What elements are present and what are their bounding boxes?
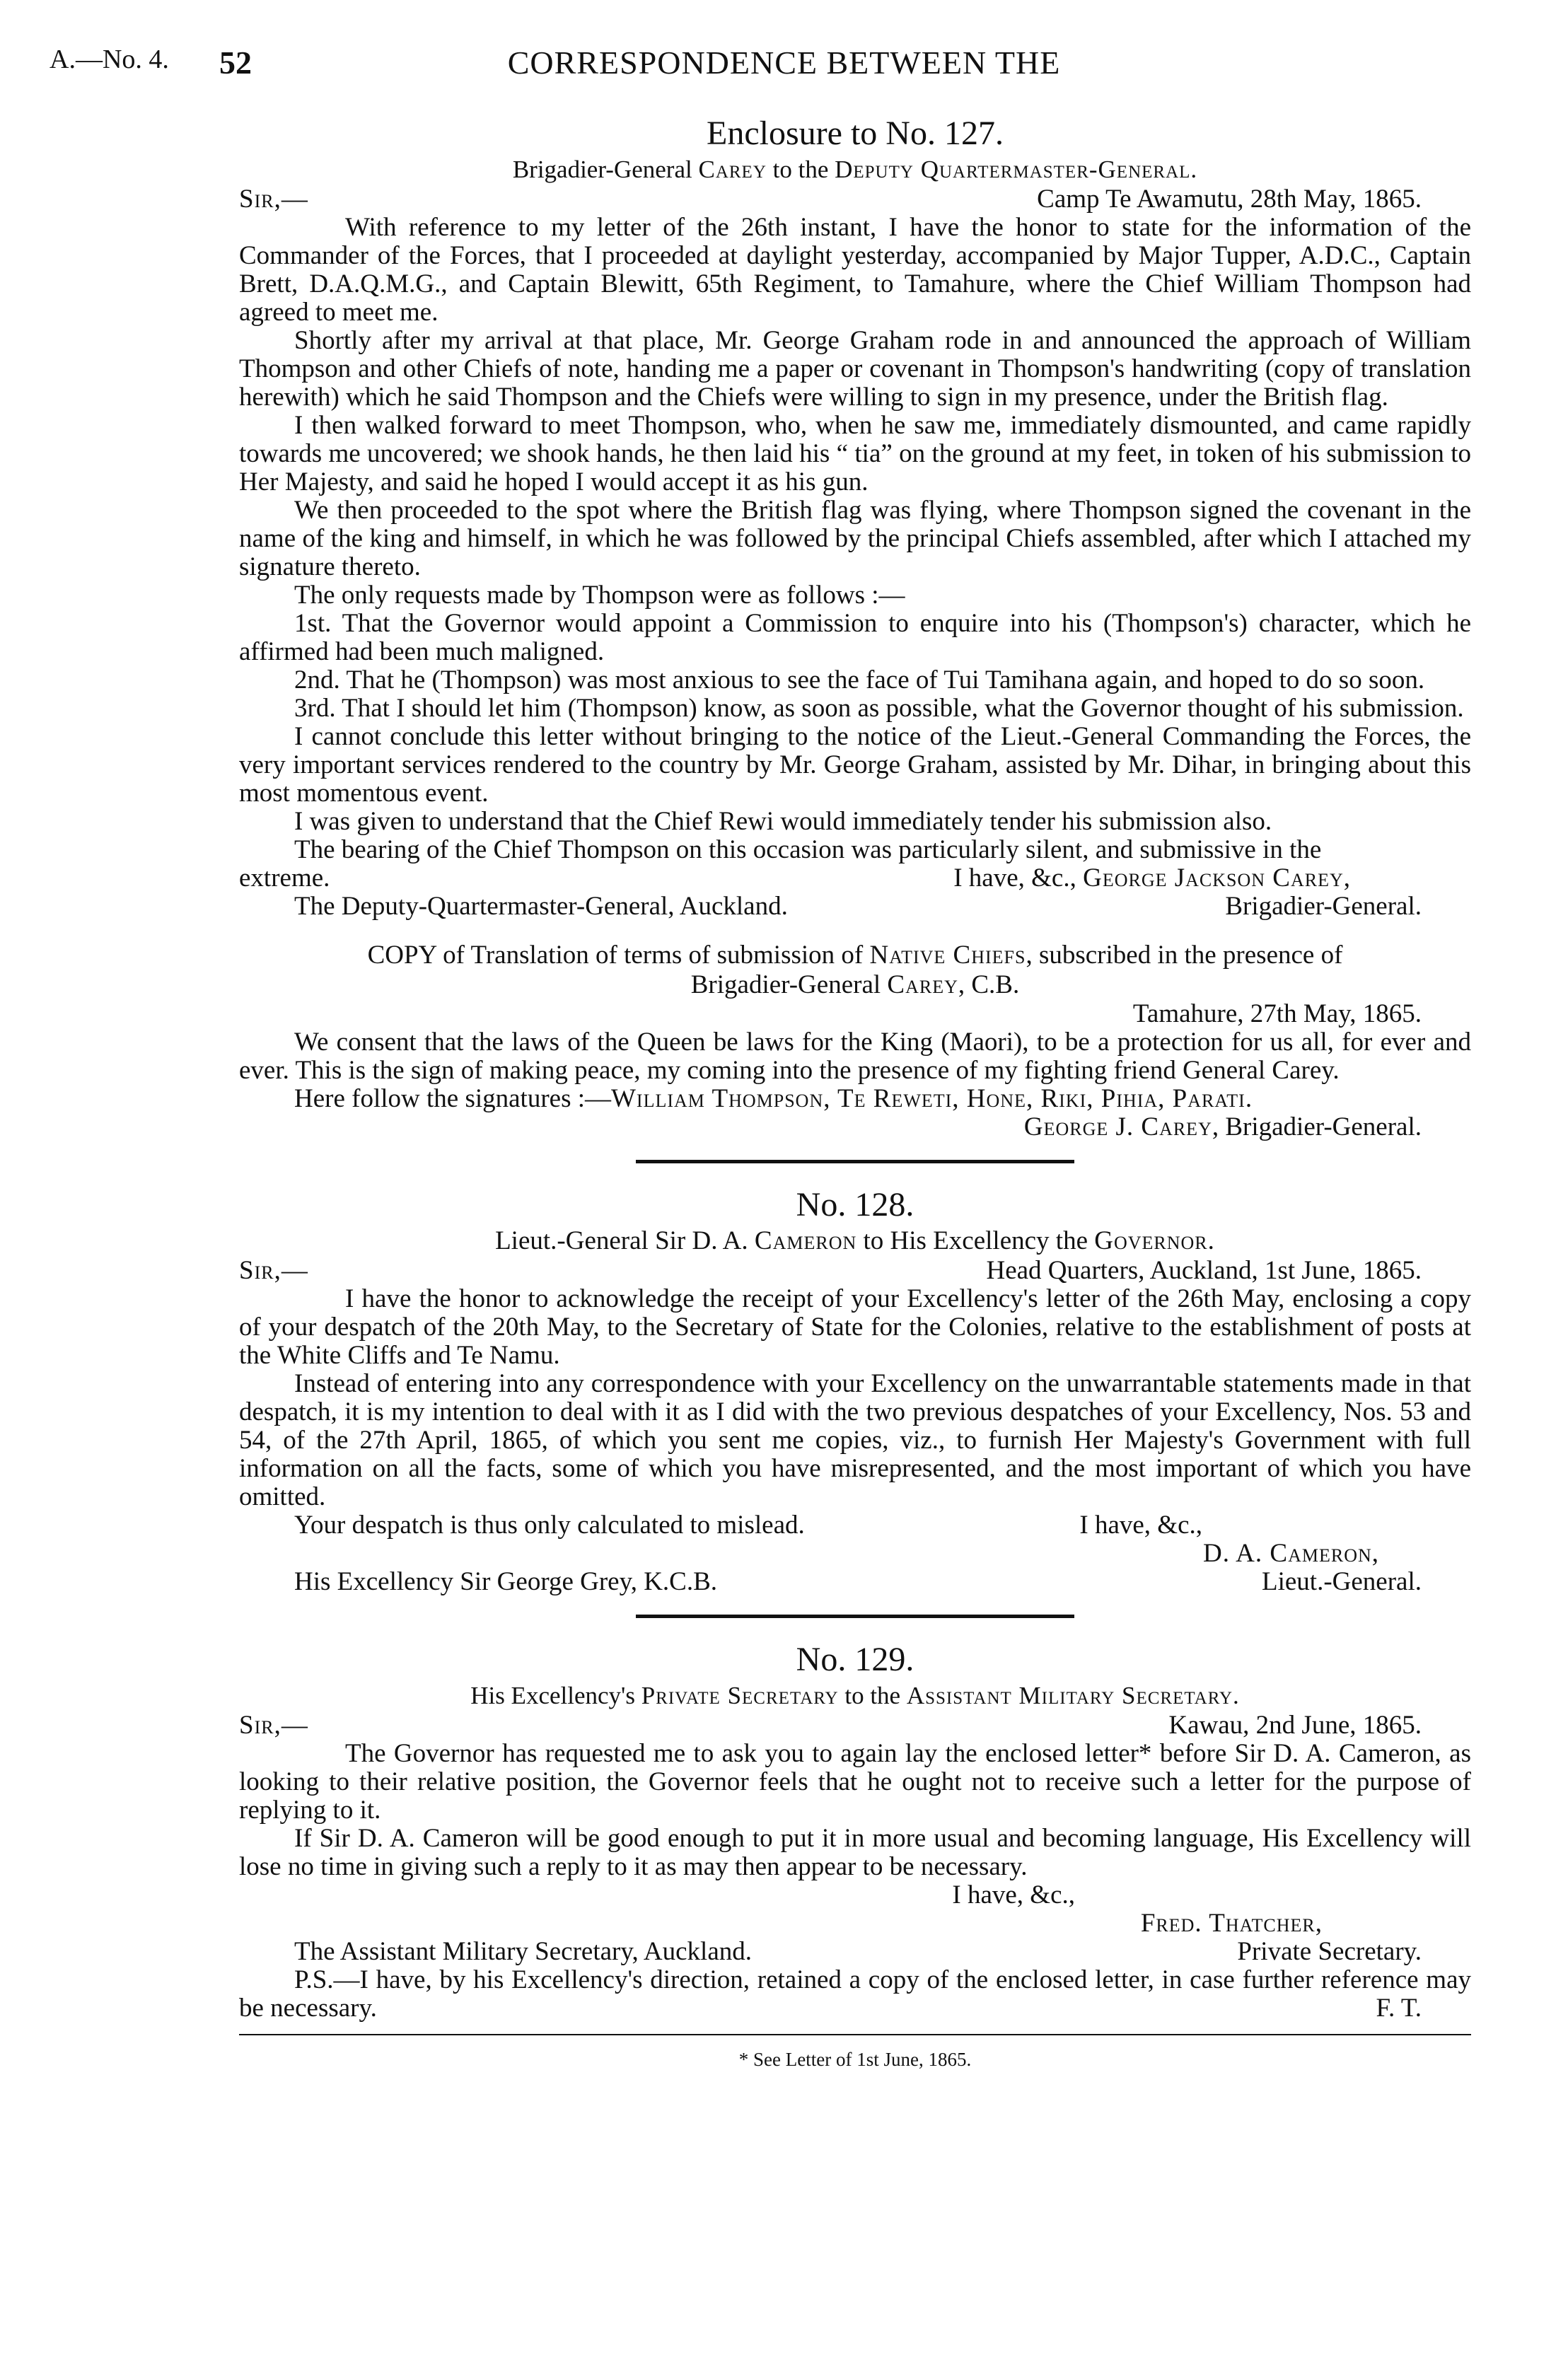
page-header [50,44,1518,93]
closing-block [953,864,1351,892]
addressee: The Assistant Military Secretary, Auckland. [294,1937,753,1966]
paragraph: I cannot conclude this letter without bringing to the notice of the Lieut.-General Commanding the Forces, the very important services rendered to the country by Mr. George Graham, assisted by Mr. Dihar, in bringing about this most momentous event. [239,722,1471,808]
from-text: Lieut.-General Sir D. A. [495,1226,755,1255]
closing-row [239,1511,1471,1540]
salutation-row [239,185,1471,214]
letter-from-to [239,1226,1471,1257]
paragraph: We then proceeded to the spot where the British flag was flying, where Thompson signed the covenant in the name of the king and himself, in which he was followed by the principal Chiefs assembled, after which I attached my signature thereto. [239,496,1471,581]
footnote: * See Letter of 1st June, 1865. [738,2049,972,2070]
to-name: Assistant Military Secretary. [906,1682,1240,1709]
salutation-row [239,1711,1471,1740]
to-name: Governor. [1094,1226,1215,1255]
from-name: Carey [698,156,767,183]
postscript [239,1966,1471,2023]
countersignature [239,1113,1422,1141]
paragraph: 2nd. That he (Thompson) was most anxious to see the face of Tui Tamihana again, and hoped to do so soon. [294,665,1425,694]
from-text: Brigadier-General [512,156,699,183]
countersign-name: George J. Carey [1023,1112,1212,1141]
signer [239,1909,1323,1938]
section-heading: No. 128. [796,1186,914,1223]
place-date: Tamahure, 27th May, 1865. [1132,999,1422,1028]
copy-intro-line2-end: , C.B. [958,970,1020,999]
paragraph: Instead of entering into any correspondence with your Excellency on the unwarrantable statements made in that despatch, it is my intention to deal with it as I did with the two previous despatches of your Excellency, Nos. 53 and 54, of the 27th April, 1865, of which you sent me copies, viz., to furnish Her Majesty's Government with full information on all the facts, some of which you have misrepresented, and the most important of which you have omitted. [239,1369,1471,1511]
paragraph: I then walked forward to meet Thompson, who, when he saw me, immediately dismounted, and came rapidly towards me uncovered; we shook hands, he then laid his “ tia” on the ground at my feet, in token of his submission to Her Majesty, and said he hoped I would accept it as his gun. [239,411,1471,496]
rank: Brigadier-General. [1225,892,1422,921]
paragraph: The bearing of the Chief Thompson on this occasion was particularly silent, and submissive in the [294,835,1322,864]
postscript-initials: F. T. [1376,1994,1422,2023]
section-heading: Enclosure to No. 127. [707,115,1004,152]
to-text: to the [838,1682,907,1709]
paragraph: The only requests made by Thompson were as follows :— [294,581,905,610]
addressee-row [239,892,1471,921]
enclosure-127 [239,113,1471,921]
signatures-line [239,1085,1471,1113]
addressee: His Excellency Sir George Grey, K.C.B. [294,1567,718,1596]
countersign-rank: , Brigadier-General. [1212,1112,1422,1141]
addressee-row [239,1568,1471,1596]
salutation-row [239,1257,1471,1285]
paragraph: Shortly after my arrival at that place, Mr. George Graham rode in and announced the approach of William Thompson and other Chiefs of note, handing me a paper or covenant in Thompson's handwriting (copy of translation herewith) which he said Thompson and the Chiefs were willing to sign in my presence, under the British flag. [239,326,1471,412]
paragraph: The Governor has requested me to ask you to again lay the enclosed letter* before Sir D. A. Cameron, as looking to their relative position, the Governor feels that he ought not to receive such a letter for the purpose of replying to it. [239,1739,1471,1825]
closing-row [239,864,1471,892]
paragraph: If Sir D. A. Cameron will be good enough to put it in more usual and becoming language, His Excellency will lose no time in giving such a reply to it as may then appear to be necessary. [239,1824,1471,1881]
place-date: Head Quarters, Auckland, 1st June, 1865. [986,1256,1422,1285]
paragraph: 3rd. That I should let him (Thompson) know, as soon as possible, what the Governor thought of his submission. [294,694,1464,723]
copy-intro-text: COPY of Translation of terms of submission of [367,941,870,970]
addressee: The Deputy-Quartermaster-General, Auckland. [294,892,788,921]
footnote-rule [239,2034,1471,2035]
last-line: Your despatch is thus only calculated to mislead. [294,1511,805,1540]
paragraph: With reference to my letter of the 26th instant, I have the honor to state for the information of the Commander of the Forces, that I proceeded at daylight yesterday, accompanied by Major Tupper, A.D.C., Captain Brett, D.A.Q.M.G., and Captain Blewitt, 65th Regiment, to Tamahure, where the Chief William Thompson had agreed to meet me. [239,213,1471,327]
signer [239,1540,1379,1568]
paragraph: I have the honor to acknowledge the receipt of your Excellency's letter of the 26th May, enclosing a copy of your despatch of the 20th May, to the Secretary of State for the Colonies, relative to the establishment of posts at the White Cliffs and Te Namu. [239,1284,1471,1370]
letter-128 [239,1185,1471,1596]
page-number: 52 [219,45,252,81]
copy-intro [239,941,1471,1000]
closing: I have, &c., [953,864,1076,892]
from-text: His Excellency's [470,1682,641,1709]
to-name: Deputy Quartermaster-General. [835,156,1198,183]
postscript-text: P.S.—I have, by his Excellency's direction, retained a copy of the enclosed letter, in case further reference may be necessary. [239,1965,1471,2023]
section-divider [636,1615,1074,1618]
rank: Lieut.-General. [1262,1567,1422,1596]
signer-name: D. A. Cameron, [1203,1539,1379,1568]
closing: I have, &c., [952,1880,1075,1909]
letter-from-to [239,1680,1471,1711]
copy-intro-line2: Brigadier-General [690,970,888,999]
rank: Private Secretary. [1237,1937,1422,1966]
paragraph: We consent that the laws of the Queen be laws for the King (Maori), to be a protection for us all, for ever and ever. This is the sign of making peace, my coming into the presence of my fighting friend General Carey. [239,1028,1471,1085]
paragraph: I was given to understand that the Chief Rewi would immediately tender his submission also. [294,807,1272,836]
main-column [239,113,1471,2074]
copy-intro-text-end: , subscribed in the presence of [1026,941,1343,970]
letter-129 [239,1639,1471,2023]
closing: I have, &c., [1079,1511,1202,1540]
section-heading: No. 129. [796,1641,914,1678]
native-chiefs: Native Chiefs [869,941,1026,970]
from-name: Private Secretary [641,1682,839,1709]
signer: George Jackson Carey, [1083,864,1351,892]
signatures-label: Here follow the signatures :— [294,1084,611,1113]
to-text: to the [766,156,835,183]
running-title: CORRESPONDENCE BETWEEN THE [507,45,1061,81]
signatures-names: William Thompson, Te Reweti, Hone, Riki, Pihia, Parati. [611,1084,1253,1113]
salutation: Sir,— [239,1711,308,1740]
letter-from-to [239,154,1471,185]
addressee-row [239,1938,1471,1966]
carey-name: Carey [887,970,958,999]
from-name: Cameron [754,1226,857,1255]
place-date: Kawau, 2nd June, 1865. [1168,1711,1422,1740]
place-date: Camp Te Awamutu, 28th May, 1865. [1037,185,1422,214]
document-reference: A.—No. 4. [50,45,169,74]
paragraph: 1st. That the Governor would appoint a Commission to enquire into his (Thompson's) character, which he affirmed had been much maligned. [239,609,1471,666]
to-text: to His Excellency the [856,1226,1095,1255]
signer-name: Fred. Thatcher, [1140,1909,1323,1938]
salutation: Sir,— [239,185,308,214]
salutation: Sir,— [239,1256,308,1285]
copy-of-translation [239,941,1471,1141]
section-divider [636,1160,1074,1163]
last-word: extreme. [239,864,330,892]
